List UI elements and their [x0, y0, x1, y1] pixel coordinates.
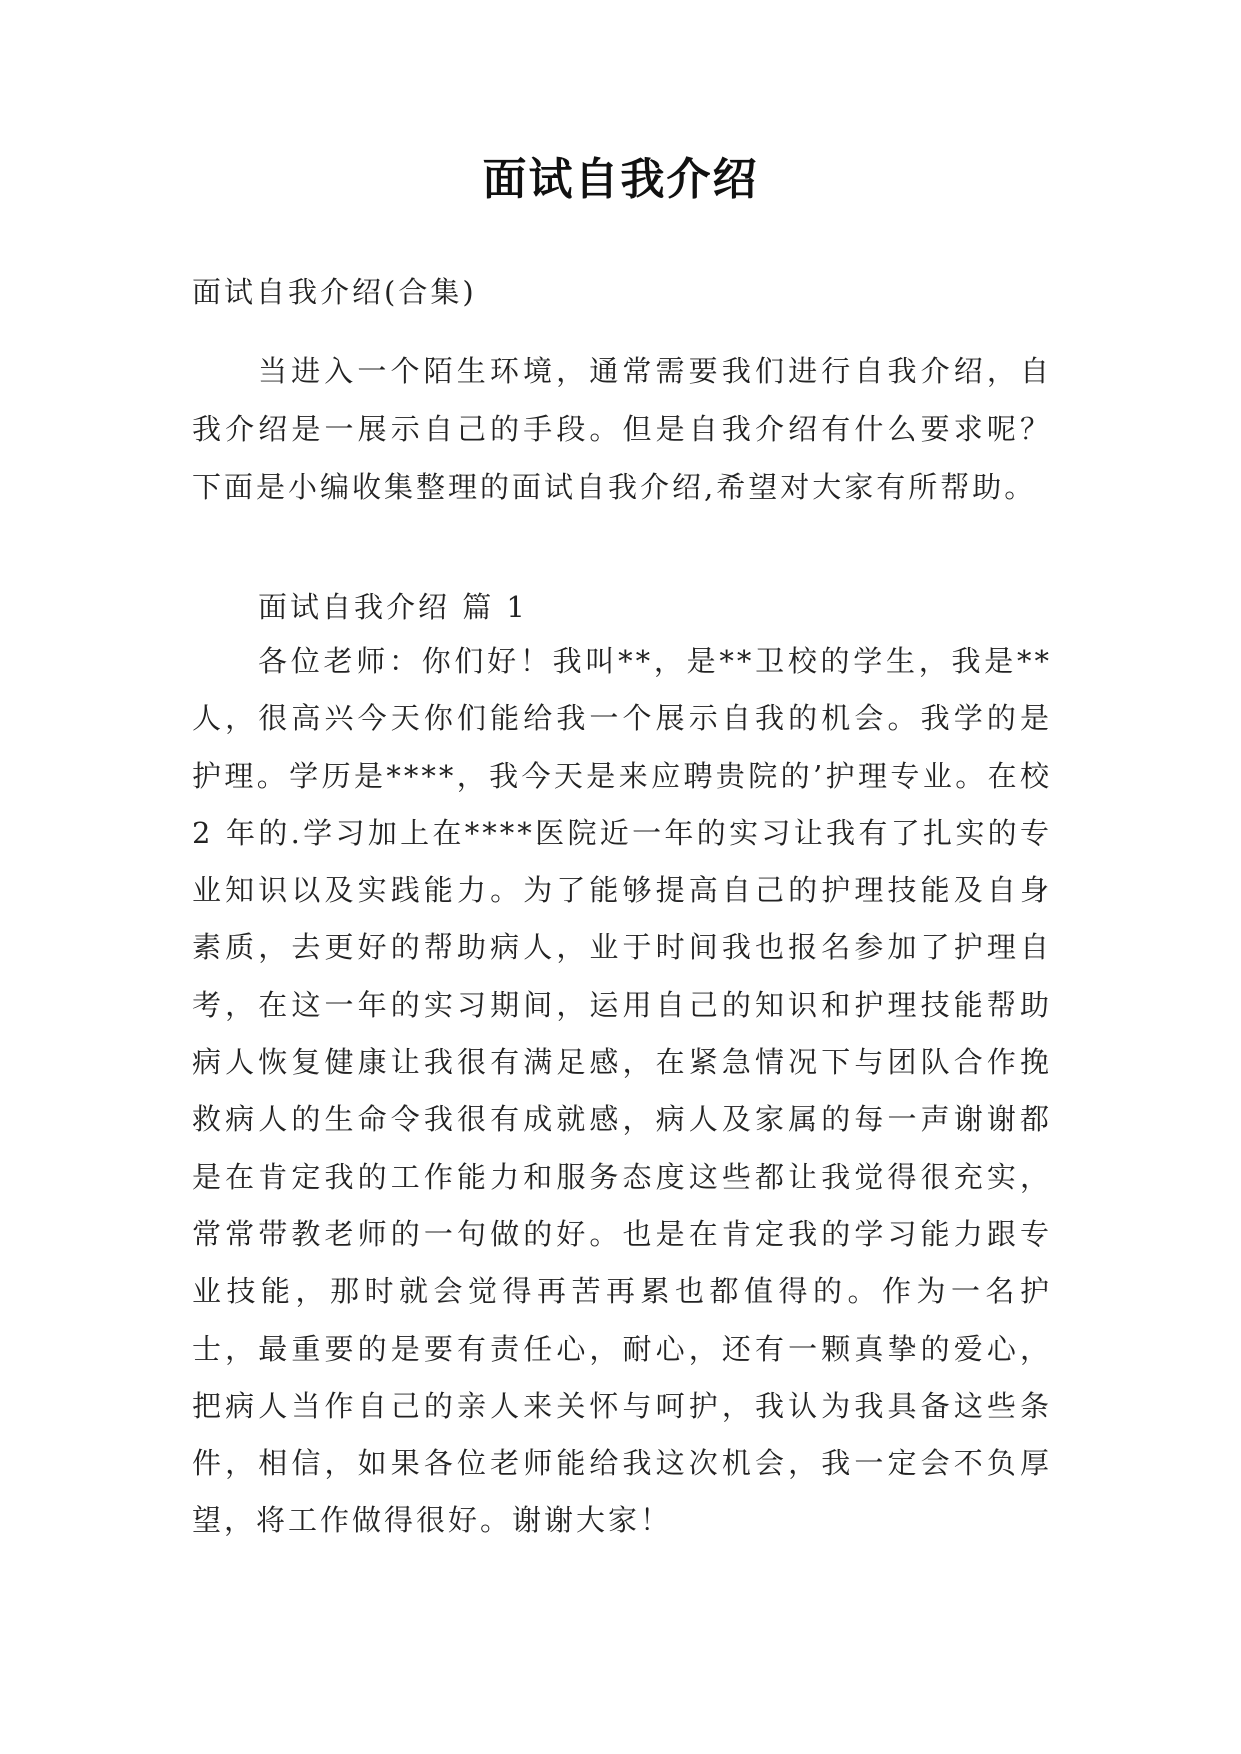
- intro-paragraph: 当进入一个陌生环境，通常需要我们进行自我介绍，自我介绍是一展示自己的手段。但是自我介绍有什么要求呢？下面是小编收集整理的面试自我介绍,希望对大家有所帮助。: [192, 354, 1052, 504]
- section-heading: 面试自我介绍 篇 1: [258, 590, 528, 624]
- section-body-paragraph: 各位老师：你们好！我叫**，是**卫校的学生，我是**人，很高兴今天你们能给我一个展示自我的机会。我学的是护理。学历是****，我今天是来应聘贵院的’护理专业。在校 2 年的.学习加上在****医院近一年的实习让我有了扎实的专业知识以及实践能力。为了能够提高自己的护理技能及自身素质，去更好的帮助病人，业于时间我也报名参加了护理自考，在这一年的实习期间，运用自己的知识和护理技能帮助病人恢复健康让我很有满足感，在紧急情况下与团队合作挽救病人的生命令我很有成就感，病人及家属的每一声谢谢都是在肯定我的工作能力和服务态度这些都让我觉得很充实，常常带教老师的一句做的好。也是在肯定我的学习能力跟专业技能，那时就会觉得再苦再累也都值得的。作为一名护士，最重要的是要有责任心，耐心，还有一颗真挚的爱心，把病人当作自己的亲人来关怀与呵护，我认为我具备这些条件，相信，如果各位老师能给我这次机会，我一定会不负厚望，将工作做得很好。谢谢大家！: [192, 644, 1052, 1538]
- document-title: 面试自我介绍: [482, 154, 759, 205]
- document-subtitle: 面试自我介绍(合集): [192, 275, 477, 309]
